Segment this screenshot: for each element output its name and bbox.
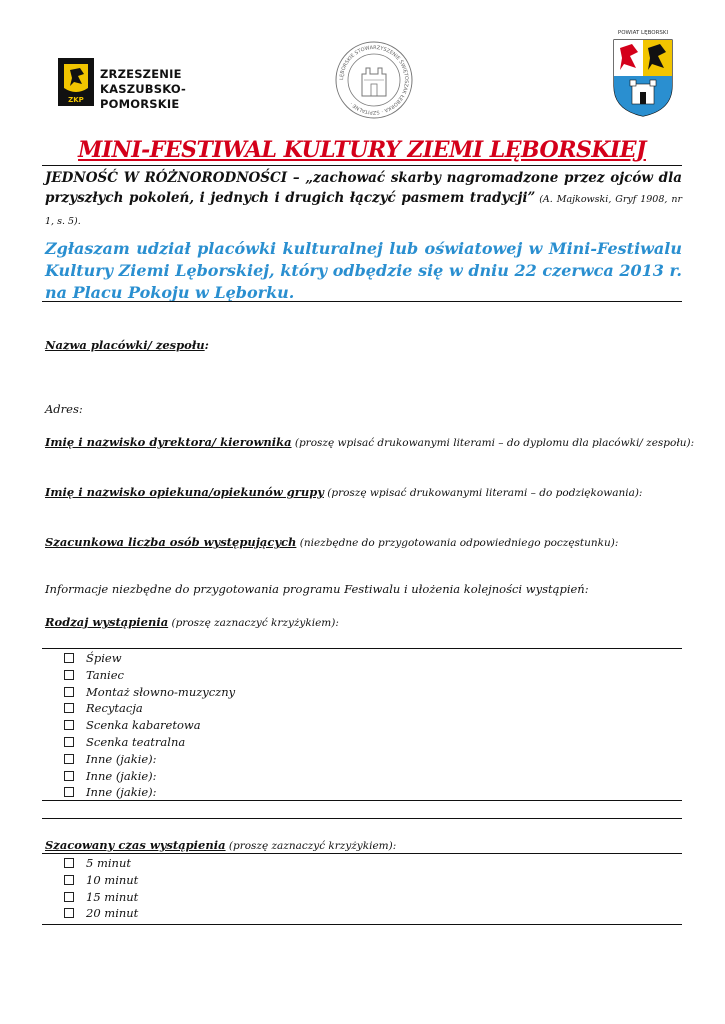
checkbox[interactable] bbox=[64, 754, 74, 764]
performance-type-option-label: Recytacja bbox=[86, 701, 143, 716]
section-divider-2 bbox=[42, 818, 682, 819]
checkbox[interactable] bbox=[64, 703, 74, 713]
performance-time-option[interactable] bbox=[64, 889, 138, 906]
performance-type-top-rule bbox=[42, 648, 682, 649]
checkbox[interactable] bbox=[64, 787, 74, 797]
checkbox[interactable] bbox=[64, 737, 74, 747]
performance-time-note: (proszę zaznaczyć krzyżykiem): bbox=[225, 840, 397, 852]
motto-quote: – „zachować skarby nagromadzone przez ojców dla przyszłych pokoleń, i jednych i drugich łączyć pasmem tradycji” bbox=[45, 170, 682, 206]
performance-type-label: Rodzaj wystąpienia bbox=[45, 615, 169, 629]
performance-type-option-label: Inne (jakie): bbox=[86, 768, 157, 783]
performance-type-option-label: Taniec bbox=[86, 667, 124, 682]
performance-type-option-label: Śpiew bbox=[86, 651, 122, 665]
checkbox[interactable] bbox=[64, 858, 74, 868]
director-name-field[interactable] bbox=[45, 435, 694, 449]
performance-time-option-label: 5 minut bbox=[86, 856, 131, 870]
checkbox[interactable] bbox=[64, 687, 74, 697]
zkp-griffin-icon bbox=[58, 58, 94, 106]
performance-type-option[interactable] bbox=[64, 734, 235, 751]
performance-time-option-label: 10 minut bbox=[86, 872, 139, 887]
performance-type-heading bbox=[45, 615, 339, 629]
institution-name-suffix: : bbox=[204, 338, 209, 352]
checkbox[interactable] bbox=[64, 875, 74, 885]
performance-time-option[interactable] bbox=[64, 905, 138, 922]
performance-type-options bbox=[64, 650, 235, 801]
checkbox[interactable] bbox=[64, 908, 74, 918]
program-info-text bbox=[45, 582, 589, 596]
institution-name-field[interactable] bbox=[45, 338, 209, 352]
performance-time-options bbox=[64, 855, 138, 922]
guardian-name-field[interactable] bbox=[45, 485, 642, 499]
checkbox[interactable] bbox=[64, 653, 74, 663]
participant-count-label: Szacunkowa liczba osób występujących bbox=[45, 535, 297, 549]
performance-time-option[interactable] bbox=[64, 855, 138, 872]
association-seal-logo bbox=[334, 40, 414, 120]
performance-time-label: Szacowany czas wystąpienia bbox=[45, 838, 226, 852]
title-divider bbox=[42, 165, 682, 166]
powiat-label: POWIAT LĘBORSKI bbox=[617, 30, 669, 36]
performance-type-option[interactable] bbox=[64, 751, 235, 768]
zkp-logo bbox=[58, 58, 258, 111]
performance-time-option[interactable] bbox=[64, 872, 138, 889]
performance-type-option[interactable] bbox=[64, 717, 235, 734]
motto-lead: JEDNOŚĆ W RÓŻNORODNOŚCI bbox=[45, 170, 288, 186]
performance-type-option-label: Inne (jakie): bbox=[86, 751, 157, 766]
performance-time-bottom-rule bbox=[42, 924, 682, 925]
seal-ring-text: LĘBORSKIE STOWARZYSZENIE ŚWIĘTOSZAK ŁEBORKA · SZPITALNE · bbox=[338, 44, 410, 116]
section-divider bbox=[42, 301, 682, 302]
address-field[interactable] bbox=[45, 402, 83, 416]
participant-count-field[interactable] bbox=[45, 535, 618, 549]
director-name-label: Imię i nazwisko dyrektora/ kierownika bbox=[45, 435, 292, 449]
performance-type-option[interactable] bbox=[64, 684, 235, 701]
powiat-coat-of-arms bbox=[612, 30, 674, 120]
guardian-name-note: (proszę wpisać drukowanymi literami – do podziękowania): bbox=[323, 487, 643, 499]
program-info-label: Informacje niezbędne do przygotowania programu Festiwalu i ułożenia kolejności wystąpień: bbox=[45, 582, 589, 596]
zkp-line-2: KASZUBSKO-POMORSKIE bbox=[100, 82, 186, 111]
zkp-logo-text bbox=[100, 67, 258, 112]
page-title: MINI-FESTIWAL KULTURY ZIEMI LĘBORSKIEJ bbox=[78, 137, 646, 163]
motto bbox=[45, 168, 682, 232]
checkbox[interactable] bbox=[64, 670, 74, 680]
performance-type-option[interactable] bbox=[64, 667, 235, 684]
address-label: Adres: bbox=[45, 402, 83, 416]
performance-type-option[interactable] bbox=[64, 784, 235, 801]
zkp-line-1: ZRZESZENIE bbox=[100, 67, 182, 81]
guardian-name-label: Imię i nazwisko opiekuna/opiekunów grupy bbox=[45, 485, 324, 499]
checkbox[interactable] bbox=[64, 720, 74, 730]
performance-type-option[interactable] bbox=[64, 700, 235, 717]
performance-type-note: (proszę zaznaczyć krzyżykiem): bbox=[168, 617, 339, 629]
performance-type-option[interactable] bbox=[64, 650, 235, 667]
checkbox[interactable] bbox=[64, 892, 74, 902]
performance-type-option-label: Scenka teatralna bbox=[86, 734, 186, 749]
performance-type-option-label: Scenka kabaretowa bbox=[86, 718, 201, 733]
performance-time-heading bbox=[45, 838, 396, 852]
participant-count-note: (niezbędne do przygotowania odpowiedniego poczęstunku): bbox=[296, 537, 619, 549]
institution-name-label: Nazwa placówki/ zespołu bbox=[45, 338, 205, 352]
performance-type-option-label: Montaż słowno-muzyczny bbox=[86, 684, 236, 699]
checkbox[interactable] bbox=[64, 771, 74, 781]
performance-type-option-label: Inne (jakie): bbox=[86, 785, 157, 800]
director-name-note: (proszę wpisać drukowanymi literami – do dyplomu dla placówki/ zespołu): bbox=[291, 437, 695, 449]
performance-type-option[interactable] bbox=[64, 768, 235, 785]
motto-source: (A. Majkowski, Gryf 1908, nr 1, s. 5). bbox=[45, 194, 682, 227]
performance-time-option-label: 20 minut bbox=[86, 906, 139, 921]
performance-type-bottom-rule bbox=[42, 800, 682, 801]
application-statement: Zgłaszam udział placówki kulturalnej lub oświatowej w Mini-Festiwalu Kultury Ziemi Lęborskiej, który odbędzie się w dniu 22 czerwca 2013 r. na Placu Pokoju w Lęborku. bbox=[45, 239, 682, 302]
zkp-shield-text: ZKP bbox=[68, 96, 84, 104]
performance-time-top-rule bbox=[42, 853, 682, 854]
performance-time-option-label: 15 minut bbox=[86, 889, 139, 904]
